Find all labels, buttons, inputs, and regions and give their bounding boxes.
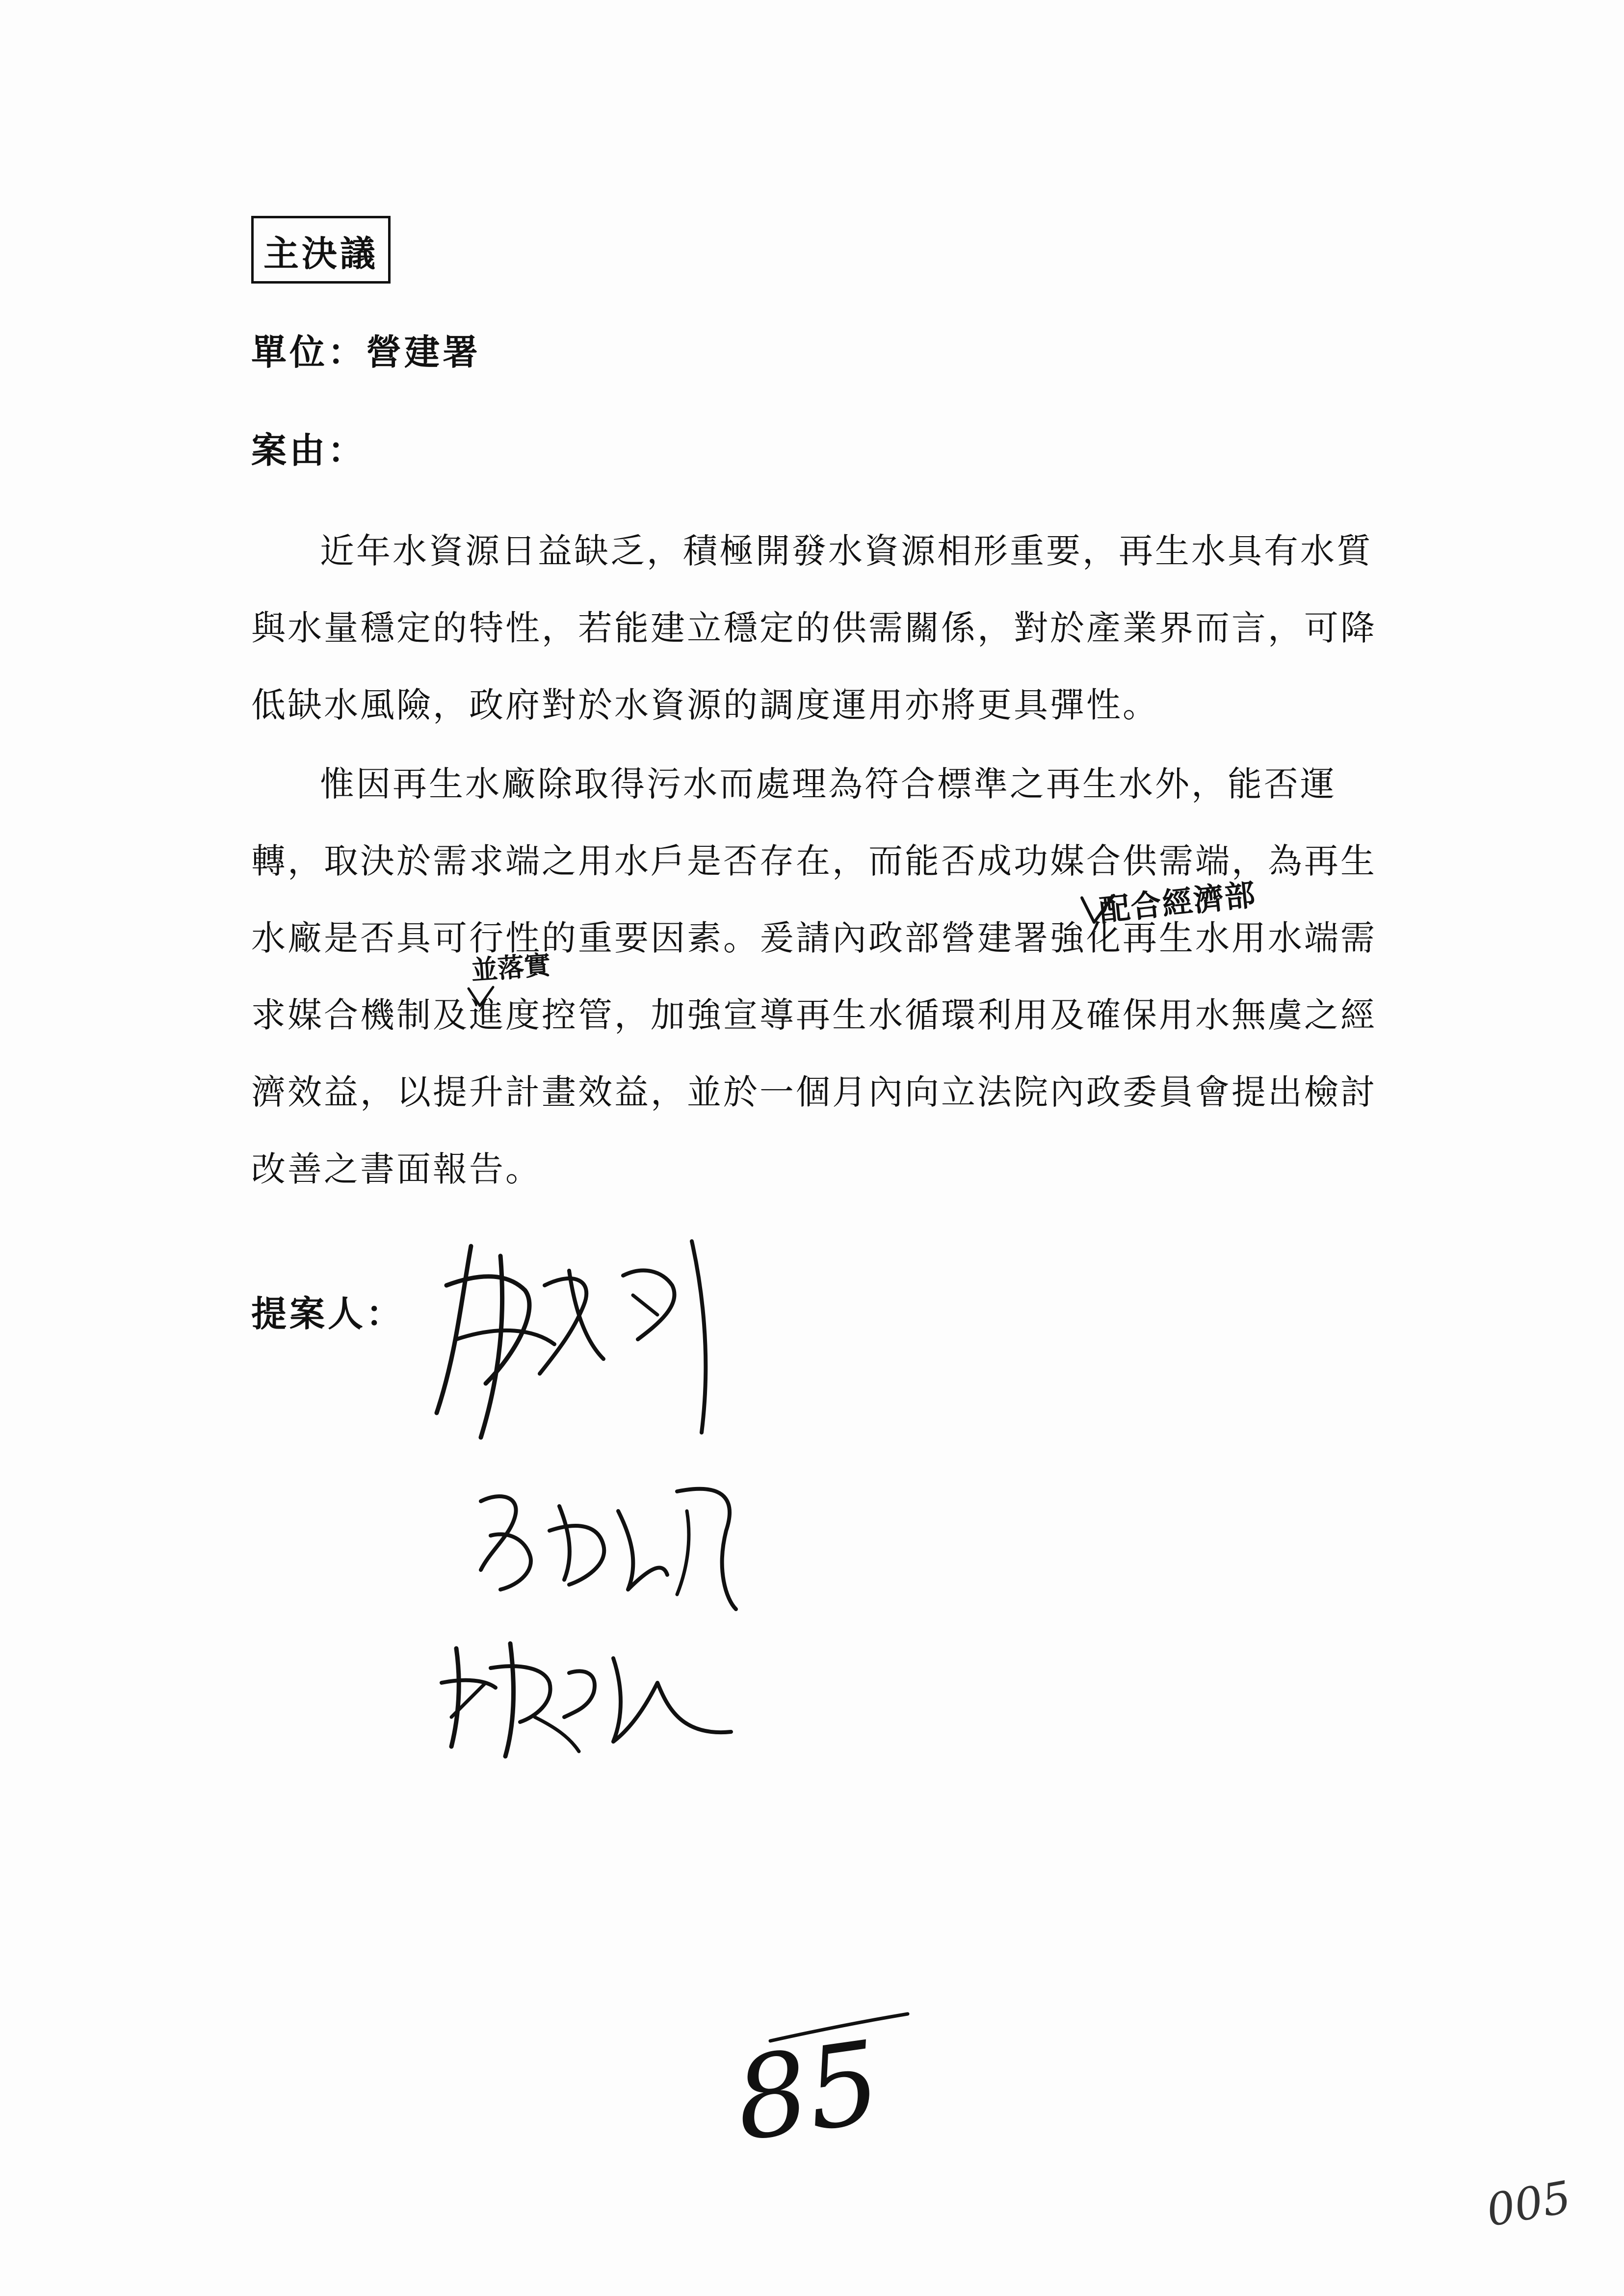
paragraph-1-line: 低缺水風險，政府對於水資源的調度運用亦將更具彈性。 xyxy=(251,685,1159,725)
proposer-label: 提案人： xyxy=(251,1293,405,1334)
signature-1-icon xyxy=(427,1226,741,1452)
paragraph-2-line: 改善之書面報告。 xyxy=(251,1149,542,1189)
paragraph-2-line: 濟效益，以提升計畫效益，並於一個月內向立法院內政委員會提出檢討 xyxy=(251,1072,1377,1112)
unit-row xyxy=(251,324,481,375)
paragraph-2-line: 轉，取決於需求端之用水戶是否存在，而能否成功媒合供需端，為再生 xyxy=(251,841,1377,881)
unit-value: 營建署 xyxy=(366,331,481,373)
paragraph-1 xyxy=(251,513,1448,744)
insert-caret-icon xyxy=(1079,893,1119,932)
paragraph-2-line: 求媒合機制及進度控管，加強宣導再生水循環利用及確保用水無虞之經 xyxy=(251,995,1377,1035)
unit-label: 單位： xyxy=(251,331,367,373)
paragraph-1-line: 近年水資源日益缺乏，積極開發水資源相形重要，再生水具有水質 xyxy=(320,531,1373,571)
page-number: 85 xyxy=(727,2016,888,2167)
paragraph-2 xyxy=(251,746,1448,1208)
paragraph-2-line: 惟因再生水廠除取得污水而處理為符合標準之再生水外，能否運 xyxy=(320,764,1336,804)
signature-2-icon xyxy=(471,1472,746,1619)
handwritten-insert-annotation: 並落實 xyxy=(470,949,552,986)
handwritten-insert-annotation: 配合經濟部 xyxy=(1098,876,1258,929)
resolution-title: 主決議 xyxy=(251,216,391,284)
page-number-underline-icon xyxy=(765,2011,913,2051)
paragraph-2-line: 水廠是否具可行性的重要因素。爰請內政部營建署強化再生水用水端需 xyxy=(251,918,1377,958)
signature-3-icon xyxy=(437,1629,741,1766)
insert-caret-icon xyxy=(466,986,496,1011)
reason-label: 案由： xyxy=(251,429,367,471)
corner-number: 005 xyxy=(1483,2171,1575,2237)
paragraph-1-line: 與水量穩定的特性，若能建立穩定的供需關係，對於產業界而言，可降 xyxy=(251,608,1377,648)
